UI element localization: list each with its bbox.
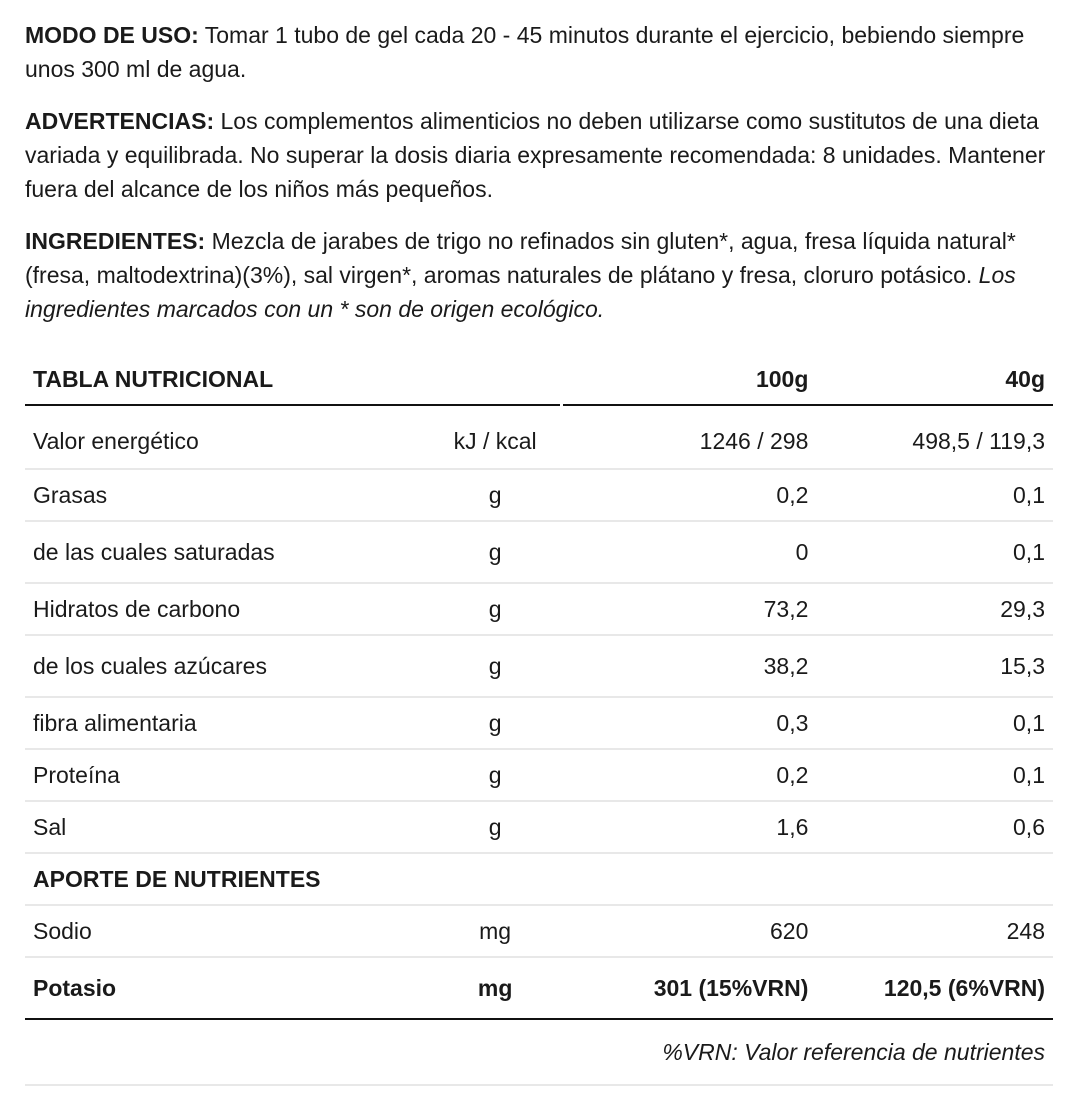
row-value-40g: 29,3	[816, 583, 1053, 635]
row-value-100g: 301 (15%VRN)	[579, 957, 816, 1019]
row-unit: mg	[411, 905, 579, 957]
row-unit: g	[411, 521, 579, 583]
warnings-label: ADVERTENCIAS:	[25, 108, 215, 134]
header-40g: 40g	[816, 354, 1053, 405]
row-unit: g	[411, 697, 579, 749]
row-value-40g: 15,3	[816, 635, 1053, 697]
table-row	[25, 905, 1053, 957]
row-name: Sodio	[25, 905, 411, 957]
nutrients-section-title: APORTE DE NUTRIENTES	[25, 853, 1053, 905]
row-value-40g: 0,1	[816, 469, 1053, 521]
usage-paragraph	[25, 18, 1055, 86]
row-name: Potasio	[25, 957, 411, 1019]
row-value-40g: 498,5 / 119,3	[816, 414, 1053, 469]
table-row	[25, 957, 1053, 1019]
row-name: de los cuales azúcares	[25, 635, 411, 697]
table-row	[25, 414, 1053, 469]
row-name: Hidratos de carbono	[25, 583, 411, 635]
warnings-text: Los complementos alimenticios no deben utilizarse como sustitutos de una dieta variada y equilibrada. No superar la dosis diaria expresamente recomendada: 8 unidades. Mantener fuera del alcance de los niños más pequeños.	[25, 108, 1046, 202]
row-value-100g: 38,2	[579, 635, 816, 697]
row-value-100g: 1246 / 298	[579, 414, 816, 469]
row-value-100g: 0,3	[579, 697, 816, 749]
table-row	[25, 801, 1053, 853]
table-row	[25, 521, 1053, 583]
row-unit: mg	[411, 957, 579, 1019]
usage-text: Tomar 1 tubo de gel cada 20 - 45 minutos durante el ejercicio, bebiendo siempre unos 300 ml de agua.	[25, 22, 1025, 82]
row-value-100g: 620	[579, 905, 816, 957]
row-unit: g	[411, 583, 579, 635]
row-name: Sal	[25, 801, 411, 853]
row-value-100g: 0	[579, 521, 816, 583]
ingredients-note: Los ingredientes marcados con un * son de origen ecológico.	[25, 262, 1016, 322]
header-divider-gap	[560, 402, 563, 406]
usage-label: MODO DE USO:	[25, 22, 199, 48]
table-row	[25, 749, 1053, 801]
row-value-100g: 1,6	[579, 801, 816, 853]
footnote-row	[25, 1019, 1053, 1085]
warnings-paragraph	[25, 104, 1055, 206]
table-row	[25, 697, 1053, 749]
row-value-100g: 73,2	[579, 583, 816, 635]
row-name: Valor energético	[25, 414, 411, 469]
ingredients-label: INGREDIENTES:	[25, 228, 206, 254]
nutrients-section-row	[25, 853, 1053, 905]
header-100g: 100g	[579, 354, 816, 405]
row-unit: g	[411, 469, 579, 521]
row-unit: g	[411, 801, 579, 853]
ingredients-text: Mezcla de jarabes de trigo no refinados sin gluten*, agua, fresa líquida natural* (fresa, maltodextrina)(3%), sal virgen*, aromas naturales de plátano y fresa, cloruro potásico.	[25, 228, 1016, 288]
row-value-40g: 0,1	[816, 697, 1053, 749]
table-header-row	[25, 354, 1053, 405]
table-row	[25, 583, 1053, 635]
footnote: %VRN: Valor referencia de nutrientes	[25, 1019, 1053, 1085]
row-name: de las cuales saturadas	[25, 521, 411, 583]
table-row	[25, 635, 1053, 697]
row-name: Proteína	[25, 749, 411, 801]
table-spacer	[25, 405, 1053, 414]
row-value-100g: 0,2	[579, 749, 816, 801]
ingredients-paragraph	[25, 224, 1055, 326]
table-row	[25, 469, 1053, 521]
nutrition-table	[25, 354, 1053, 1086]
row-value-40g: 120,5 (6%VRN)	[816, 957, 1053, 1019]
row-value-100g: 0,2	[579, 469, 816, 521]
row-value-40g: 248	[816, 905, 1053, 957]
row-value-40g: 0,1	[816, 521, 1053, 583]
row-value-40g: 0,6	[816, 801, 1053, 853]
row-name: Grasas	[25, 469, 411, 521]
row-name: fibra alimentaria	[25, 697, 411, 749]
table-title: TABLA NUTRICIONAL	[25, 354, 579, 405]
row-unit: g	[411, 749, 579, 801]
text-content	[25, 18, 1055, 344]
row-unit: g	[411, 635, 579, 697]
row-unit: kJ / kcal	[411, 414, 579, 469]
row-value-40g: 0,1	[816, 749, 1053, 801]
